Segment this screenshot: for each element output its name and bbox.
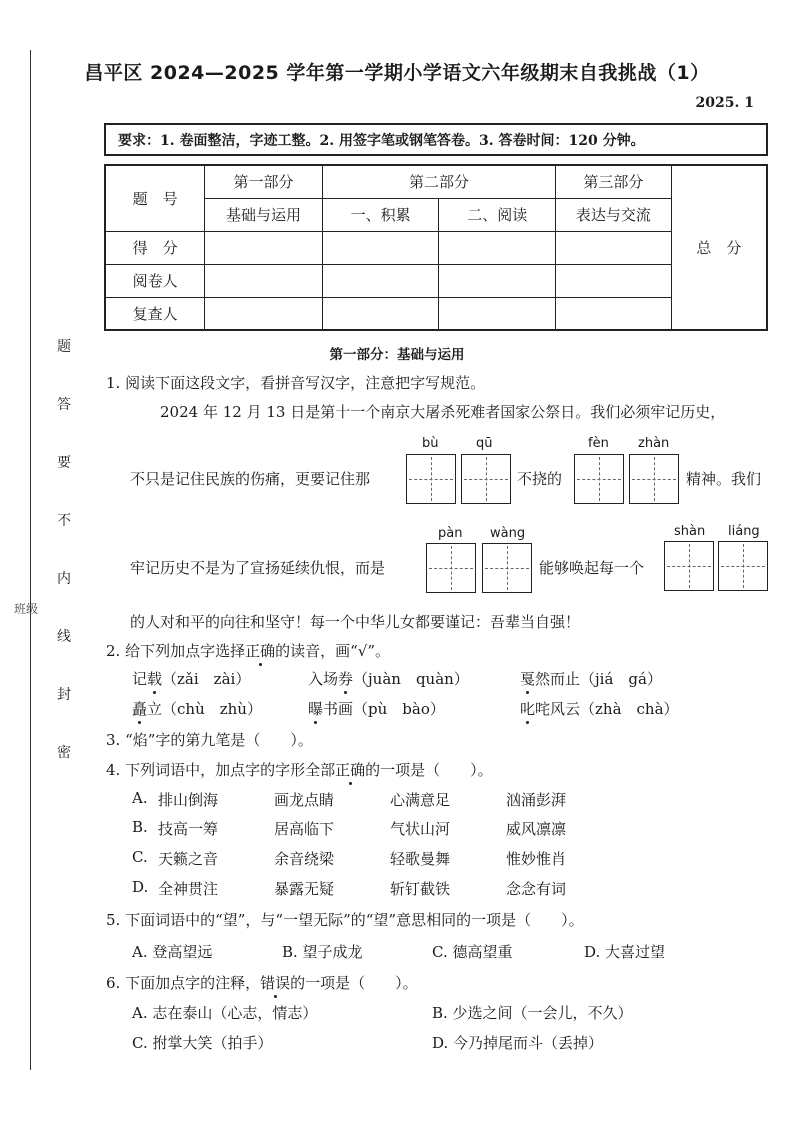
q5-option: C. 德高望重 xyxy=(432,943,513,961)
score-cell[interactable] xyxy=(322,297,439,330)
q1-line4: 的人对和平的向往和坚守！每一个中华儿女都要谨记：吾辈当自强！ xyxy=(130,613,581,631)
score-cell[interactable] xyxy=(439,297,556,330)
q5-option: A. 登高望远 xyxy=(132,943,213,961)
writing-grid[interactable] xyxy=(426,543,476,593)
score-cell[interactable] xyxy=(439,231,556,264)
q4-word: 暴露无疑 xyxy=(274,880,335,898)
score-cell[interactable] xyxy=(205,231,323,264)
part1-header: 第一部分 xyxy=(205,165,323,198)
score-table xyxy=(104,164,768,331)
q6-option: C. 拊掌大笑（拍手） xyxy=(132,1034,273,1052)
q4-word: 技高一筹 xyxy=(158,820,219,838)
pinyin-label: zhàn xyxy=(638,436,670,451)
q1-line1: 2024 年 12 月 13 日是第十一个南京大屠杀死难者国家公祭日。我们必须牢记历史， xyxy=(160,403,726,421)
dotted-char: 正确 xyxy=(245,642,276,660)
q2-item: 入场券（juàn quàn） xyxy=(308,670,469,688)
seal-char: 封 xyxy=(57,687,71,703)
q4-word: 轻歌曼舞 xyxy=(390,850,451,868)
q4-prompt: 4. 下列词语中，加点字的字形全部正确的一项是（ ）。 xyxy=(106,761,493,779)
q5-option: B. 望子成龙 xyxy=(282,943,363,961)
writing-grid[interactable] xyxy=(574,454,624,504)
q1-prompt: 1. 阅读下面这段文字，看拼音写汉字，注意把字写规范。 xyxy=(106,374,486,392)
q1-line2b: 不挠的 xyxy=(517,470,563,488)
writing-grid[interactable] xyxy=(461,454,511,504)
q4-word: 居高临下 xyxy=(274,820,335,838)
q2-item: 曝书画（pù bào） xyxy=(308,700,445,718)
q4-word: 画龙点睛 xyxy=(274,791,335,809)
total-header: 总 分 xyxy=(671,165,767,330)
score-cell[interactable] xyxy=(556,231,672,264)
q6-prompt: 6. 下面加点字的注释，错误的一项是（ ）。 xyxy=(106,974,418,992)
exam-title: 昌平区 2024—2025 学年第一学期小学语文六年级期末自我挑战（1） xyxy=(84,62,710,84)
score-cell[interactable] xyxy=(322,231,439,264)
score-cell[interactable] xyxy=(556,297,672,330)
writing-grid[interactable] xyxy=(629,454,679,504)
seal-char: 不 xyxy=(57,513,71,529)
pinyin-label: fèn xyxy=(588,436,609,451)
pinyin-label: liáng xyxy=(728,524,760,539)
q5-option: D. 大喜过望 xyxy=(584,943,666,961)
part2-sub-a: 一、积累 xyxy=(322,198,439,231)
q4-word: 念念有词 xyxy=(506,880,567,898)
q4-option-c: C. xyxy=(132,848,148,866)
part1-sub: 基础与运用 xyxy=(205,198,323,231)
q3-prompt: 3. “焰”字的第九笔是（ ）。 xyxy=(106,731,313,749)
q4-word: 天籁之音 xyxy=(158,850,219,868)
q4-word: 斩钉截铁 xyxy=(390,880,451,898)
part2-sub-b: 二、阅读 xyxy=(439,198,556,231)
row-header: 题 号 xyxy=(105,165,205,231)
pinyin-label: wàng xyxy=(490,526,526,541)
q1-line2a: 不只是记住民族的伤痛，更要记住那 xyxy=(130,470,371,488)
pinyin-label: qū xyxy=(476,436,493,451)
section-title: 第一部分：基础与运用 xyxy=(329,347,465,363)
q1-line3a: 牢记历史不是为了宣扬延续仇恨，而是 xyxy=(130,559,386,577)
q4-word: 威风凛凛 xyxy=(506,820,567,838)
writing-grid[interactable] xyxy=(406,454,456,504)
seal-line-notice xyxy=(52,340,76,760)
dotted-char: 正确 xyxy=(335,761,366,779)
q2-item: 记载（zǎi zài） xyxy=(132,670,251,688)
q1-line2c: 精神。我们 xyxy=(686,470,762,488)
pinyin-label: pàn xyxy=(438,526,463,541)
seal-char: 答 xyxy=(57,397,71,413)
writing-grid[interactable] xyxy=(482,543,532,593)
q2-item: 叱咤风云（zhà chà） xyxy=(520,700,679,718)
q2-item: 戛然而止（jiá gá） xyxy=(520,670,662,688)
q4-word: 气状山河 xyxy=(390,820,451,838)
q2-prompt: 2. 给下列加点字选择正确的读音，画“√”。 xyxy=(106,642,391,660)
score-cell[interactable] xyxy=(439,264,556,297)
binding-line xyxy=(30,50,31,1070)
q4-option-a: A. xyxy=(132,789,148,807)
q6-option: B. 少选之间（一会儿，不久） xyxy=(432,1004,633,1022)
pinyin-label: shàn xyxy=(674,524,706,539)
q4-word: 惟妙惟肖 xyxy=(506,850,567,868)
reviewer-row-label: 复查人 xyxy=(105,297,205,330)
part3-header: 第三部分 xyxy=(556,165,672,198)
q1-line3b: 能够唤起每一个 xyxy=(539,559,645,577)
score-cell[interactable] xyxy=(322,264,439,297)
writing-grid[interactable] xyxy=(718,541,768,591)
part2-header: 第二部分 xyxy=(322,165,555,198)
score-cell[interactable] xyxy=(556,264,672,297)
dotted-char: 错误 xyxy=(260,974,291,992)
q4-word: 全神贯注 xyxy=(158,880,219,898)
q2-item: 矗立（chù zhù） xyxy=(132,700,262,718)
part3-sub: 表达与交流 xyxy=(556,198,672,231)
seal-char: 线 xyxy=(57,629,71,645)
score-cell[interactable] xyxy=(205,297,323,330)
q4-word: 心满意足 xyxy=(390,791,451,809)
class-field-label: 班级 xyxy=(14,602,39,616)
q5-prompt: 5. 下面词语中的“望”，与“一望无际”的“望”意思相同的一项是（ ）。 xyxy=(106,911,584,929)
q4-word: 汹涌彭湃 xyxy=(506,791,567,809)
writing-grid[interactable] xyxy=(664,541,714,591)
q4-option-d: D. xyxy=(132,878,149,896)
exam-date: 2025. 1 xyxy=(695,95,754,111)
seal-char: 密 xyxy=(57,745,71,761)
score-row-label: 得 分 xyxy=(105,231,205,264)
requirements-box: 要求：1. 卷面整洁，字迹工整。2. 用签字笔或钢笔答卷。3. 答卷时间：120 分钟。 xyxy=(104,123,768,156)
q4-word: 余音绕梁 xyxy=(274,850,335,868)
q4-word: 排山倒海 xyxy=(158,791,219,809)
seal-char: 内 xyxy=(57,571,71,587)
seal-char: 要 xyxy=(57,455,71,471)
pinyin-label: bù xyxy=(422,436,439,451)
grader-row-label: 阅卷人 xyxy=(105,264,205,297)
score-cell[interactable] xyxy=(205,264,323,297)
q4-option-b: B. xyxy=(132,818,148,836)
q6-option: A. 志在泰山（心志，情志） xyxy=(132,1004,318,1022)
seal-char: 题 xyxy=(57,339,71,355)
q6-option: D. 今乃掉尾而斗（丢掉） xyxy=(432,1034,604,1052)
